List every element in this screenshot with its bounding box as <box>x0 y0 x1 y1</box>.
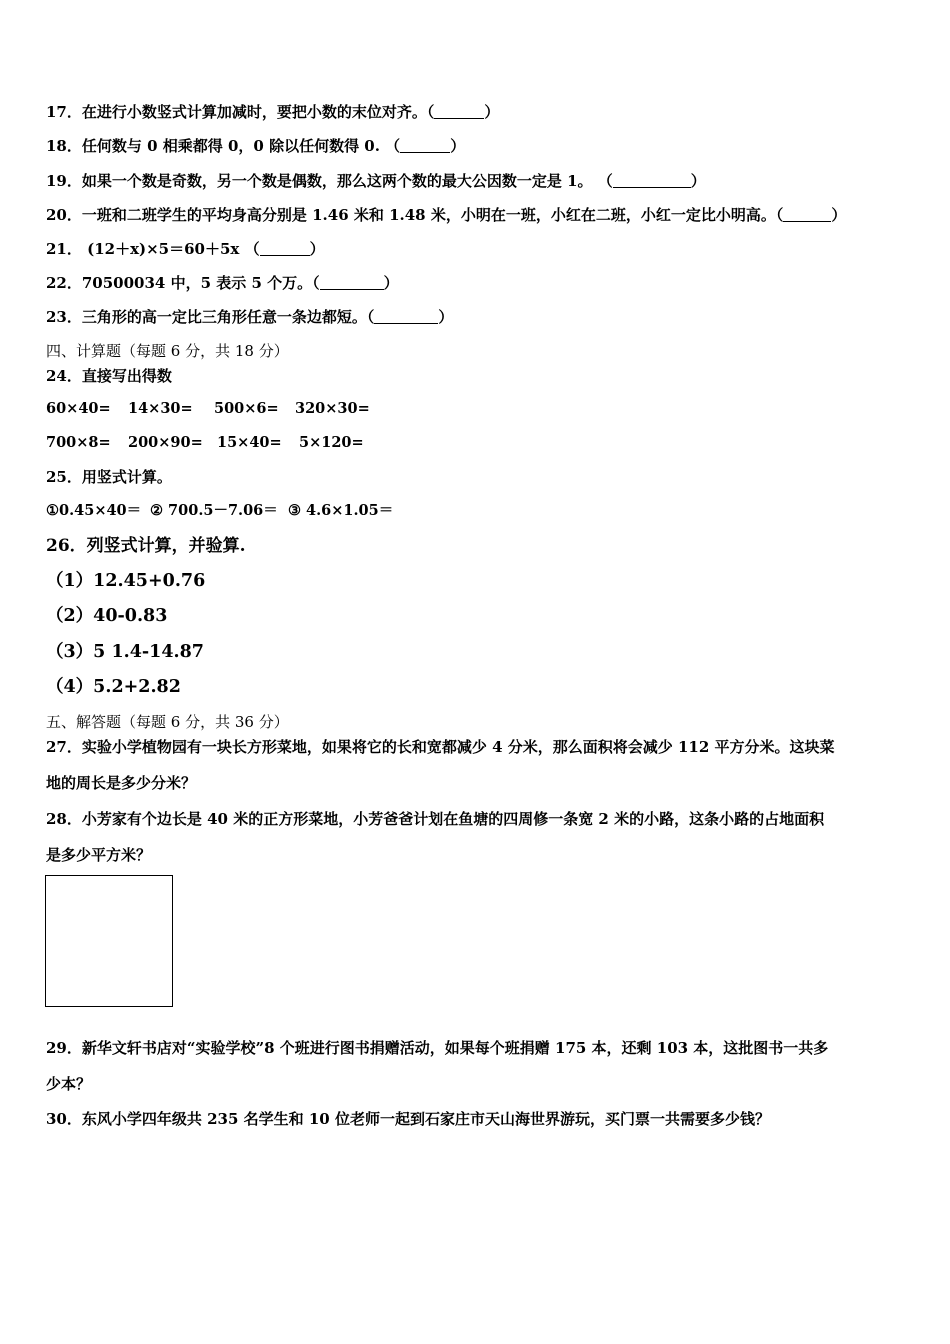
expr: 700×8= <box>46 434 111 451</box>
question-19: 19．如果一个数是奇数，另一个数是偶数，那么这两个数的最大公因数一定是 1。 （ ） <box>46 172 706 190</box>
q22-text: 22．70500034 中，5 表示 5 个万。（ <box>46 274 320 292</box>
expr: ② 700.5－7.06＝ <box>150 502 278 519</box>
q19-text: 19．如果一个数是奇数，另一个数是偶数，那么这两个数的最大公因数一定是 1。 （ <box>46 172 613 190</box>
expr: ①0.45×40＝ <box>46 502 142 519</box>
question-28-line-1: 28．小芳家有个边长是 40 米的正方形菜地，小芳爸爸计划在鱼塘的四周修一条宽 2 米的小路，这条小路的占地面积 <box>46 810 825 828</box>
question-23: 23．三角形的高一定比三角形任意一条边都短。（ ） <box>46 308 454 326</box>
question-29-line-2: 少本？ <box>46 1075 92 1093</box>
answer-blank[interactable] <box>374 309 438 324</box>
question-25-title: 25．用竖式计算。 <box>46 468 172 486</box>
question-30: 30．东风小学四年级共 235 名学生和 10 位老师一起到石家庄市天山海世界游玩，买门票一共需要多少钱？ <box>46 1110 770 1128</box>
expr: 60×40= <box>46 400 111 417</box>
question-20: 20．一班和二班学生的平均身高分别是 1.46 米和 1.48 米，小明在一班，小红在二班，小红一定比小明高。（ ） <box>46 206 847 224</box>
expr: 200×90= <box>128 434 203 451</box>
q26-item-1: （1）12.45+0.76 <box>46 571 206 591</box>
question-24-title: 24．直接写出得数 <box>46 367 172 385</box>
section-heading-4: 四、计算题（每题 6 分，共 18 分） <box>46 342 289 360</box>
question-21: 21． (12＋x)×5＝60＋5x （ ） <box>46 240 325 258</box>
answer-blank[interactable] <box>613 173 691 188</box>
question-27-line-2: 地的周长是多少分米？ <box>46 774 197 792</box>
answer-blank[interactable] <box>783 207 831 222</box>
expr: 500×6= <box>214 400 279 417</box>
answer-blank[interactable] <box>434 104 484 119</box>
question-26-title: 26．列竖式计算，并验算. <box>46 536 246 556</box>
answer-blank[interactable] <box>260 241 310 256</box>
question-22: 22．70500034 中，5 表示 5 个万。（ ） <box>46 274 399 292</box>
q21-text: 21． (12＋x)×5＝60＋5x （ <box>46 240 260 258</box>
q26-item-3: （3）5 1.4-14.87 <box>46 642 204 662</box>
question-28-line-2: 是多少平方米？ <box>46 846 152 864</box>
q26-item-2: （2）40-0.83 <box>46 606 168 626</box>
square-field-diagram <box>45 875 173 1007</box>
q18-text: 18．任何数与 0 相乘都得 0，0 除以任何数得 0. （ <box>46 137 401 155</box>
expr: 15×40= <box>217 434 282 451</box>
question-27-line-1: 27．实验小学植物园有一块长方形菜地，如果将它的长和宽都减少 4 分米，那么面积将会减少 112 平方分米。这块菜 <box>46 738 835 756</box>
question-17: 17．在进行小数竖式计算加减时，要把小数的末位对齐。（ ） <box>46 103 500 121</box>
question-18: 18．任何数与 0 相乘都得 0，0 除以任何数得 0. （ ） <box>46 137 466 155</box>
answer-blank[interactable] <box>320 275 384 290</box>
q20-text: 20．一班和二班学生的平均身高分别是 1.46 米和 1.48 米，小明在一班，小红在二班，小红一定比小明高。（ <box>46 206 784 224</box>
q17-text: 17．在进行小数竖式计算加减时，要把小数的末位对齐。（ <box>46 103 435 121</box>
expr: 320×30= <box>295 400 370 417</box>
section-heading-5: 五、解答题（每题 6 分，共 36 分） <box>46 713 289 731</box>
expr: ③ 4.6×1.05＝ <box>288 502 394 519</box>
expr: 14×30= <box>128 400 193 417</box>
question-29-line-1: 29．新华文轩书店对“实验学校”8 个班进行图书捐赠活动，如果每个班捐赠 175 本，还剩 103 本，这批图书一共多 <box>46 1039 829 1057</box>
q26-item-4: （4）5.2+2.82 <box>46 677 181 697</box>
q23-text: 23．三角形的高一定比三角形任意一条边都短。（ <box>46 308 375 326</box>
expr: 5×120= <box>299 434 364 451</box>
answer-blank[interactable] <box>400 138 450 153</box>
